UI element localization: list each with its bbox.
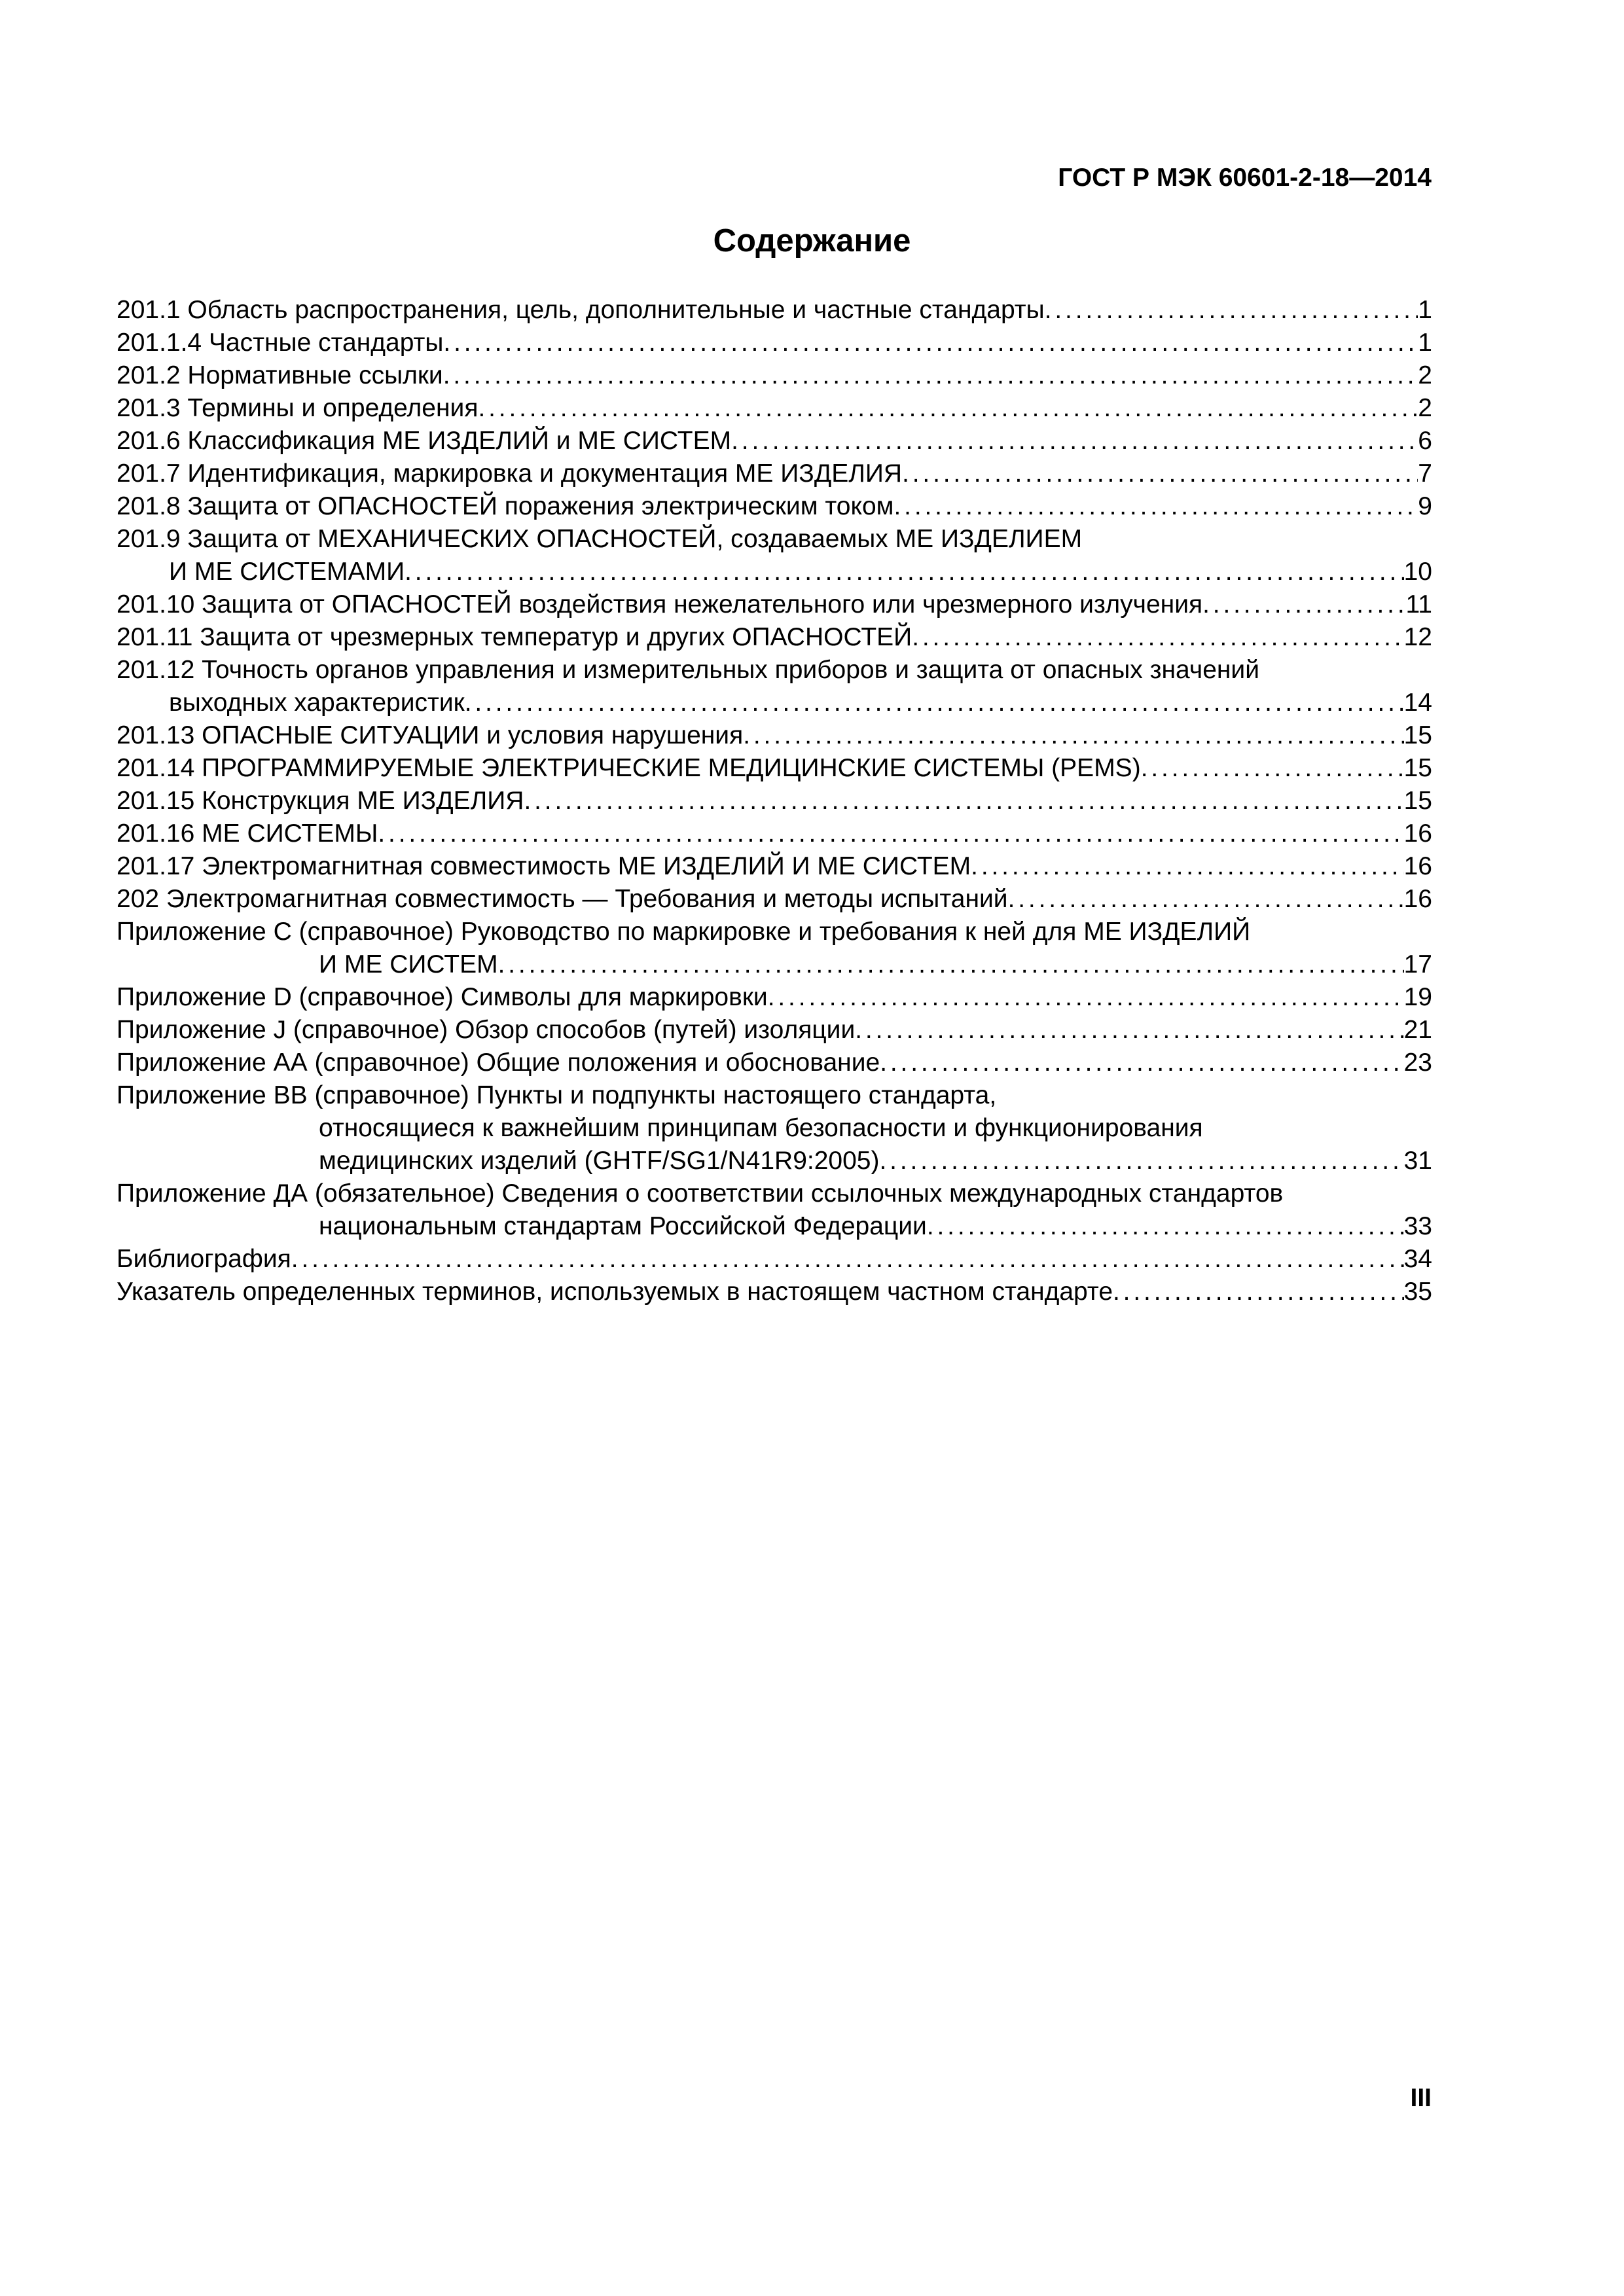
toc-entry-line [117,1014,1432,1047]
toc-entry-page: 17 [1403,950,1432,978]
dot-leader [1113,1276,1404,1308]
dot-leader [478,392,1418,425]
toc-entry [117,327,1432,359]
toc-entry-line: Приложение ДА (обязательное) Сведения о соответствии ссылочных международных стандартов [117,1179,1284,1208]
toc-entry-page: 16 [1403,885,1432,913]
toc-entry-line [117,687,1432,719]
toc-entry-text: 201.13 ОПАСНЫЕ СИТУАЦИИ и условия нарушения [117,721,744,749]
toc-entry-text: И МЕ СИСТЕМАМИ [169,558,405,586]
toc-entry-page: 33 [1403,1212,1432,1240]
toc-entry-line [117,981,1432,1014]
toc-entry-page: 15 [1403,721,1432,749]
toc-entry-text: 201.2 Нормативные ссылки [117,361,443,389]
document-code: ГОСТ Р МЭК 60601-2-18—2014 [1058,164,1432,192]
toc-entry-page: 1 [1418,296,1432,324]
toc-entry-line [117,1047,1432,1079]
toc-entry-line [117,621,1432,654]
toc-entry-line [117,719,1432,752]
toc-entry-page: 35 [1403,1278,1432,1306]
dot-leader [912,621,1403,654]
toc-entry-line: 201.9 Защита от МЕХАНИЧЕСКИХ ОПАСНОСТЕЙ, создаваемых МЕ ИЗДЕЛИЕМ [117,525,1083,553]
toc-entry-line [117,556,1432,588]
toc-entry-page: 15 [1403,787,1432,815]
toc-entry-line [117,588,1432,621]
toc-entry-text: 201.8 Защита от ОПАСНОСТЕЙ поражения электрическим током [117,492,894,520]
toc-entry-text: 201.16 МЕ СИСТЕМЫ [117,819,378,848]
toc-entry [117,883,1432,916]
toc-entry-page: 1 [1418,329,1432,357]
toc-entry-page: 9 [1418,492,1432,520]
dot-leader [971,850,1403,883]
toc-entry-text: 201.14 ПРОГРАММИРУЕМЫЕ ЭЛЕКТРИЧЕСКИЕ МЕДИЦИНСКИЕ СИСТЕМЫ (PEMS) [117,754,1141,782]
toc-entry-page: 14 [1403,689,1432,717]
toc-entry [117,588,1432,621]
toc-entry [117,425,1432,457]
toc-entry-text: 201.3 Термины и определения [117,394,478,422]
toc-entry [117,457,1432,490]
toc-entry-page: 2 [1418,361,1432,389]
toc-entry-text: Приложение D (справочное) Символы для маркировки [117,983,768,1011]
page-number: III [1410,2084,1432,2112]
toc-entry-text: И МЕ СИСТЕМ [319,950,498,978]
toc-entry [117,719,1432,752]
toc-entry-line [117,817,1432,850]
toc-entry [117,1243,1432,1276]
toc-entry [117,359,1432,392]
dot-leader [1202,588,1405,621]
toc-entry [117,1276,1432,1308]
toc-entry [117,392,1432,425]
toc-entry-page: 6 [1418,427,1432,455]
toc-entry-page: 16 [1403,852,1432,880]
toc-entry [117,785,1432,817]
toc-entry [117,1177,1432,1243]
toc-entry-page: 19 [1403,983,1432,1011]
toc-entry-text: медицинских изделий (GHTF/SG1/N41R9:2005) [319,1147,880,1175]
toc-entry-line [117,1276,1432,1308]
toc-entry-text: Приложение J (справочное) Обзор способов (путей) изоляции [117,1016,856,1044]
toc-entry-page: 21 [1403,1016,1432,1044]
dot-leader [1008,883,1404,916]
dot-leader [405,556,1403,588]
toc-entry-page: 7 [1418,459,1432,488]
toc-entry-page: 15 [1403,754,1432,782]
toc-entry-line [117,327,1432,359]
dot-leader [731,425,1418,457]
toc-entry-text: выходных характеристик [169,689,465,717]
toc-entry-text: Библиография [117,1245,291,1273]
toc-entry-text: национальным стандартам Российской Федерации [319,1212,927,1240]
toc-entry-line [117,948,1432,981]
toc-entry [117,1047,1432,1079]
toc-entry-text: 201.1.4 Частные стандарты [117,329,444,357]
dot-leader [1141,752,1404,785]
toc-entry-line: Приложение ВВ (справочное) Пункты и подпункты настоящего стандарта, [117,1081,997,1109]
toc-entry-text: 201.6 Классификация МЕ ИЗДЕЛИЙ и МЕ СИСТЕМ [117,427,732,455]
toc-entry-page: 34 [1403,1245,1432,1273]
toc-entry [117,654,1432,719]
toc-entry-page: 16 [1403,819,1432,848]
toc-entry [117,817,1432,850]
toc-entry-line [117,425,1432,457]
dot-leader [893,490,1418,523]
dot-leader [768,981,1404,1014]
dot-leader [902,457,1418,490]
toc-entry-text: 201.11 Защита от чрезмерных температур и других ОПАСНОСТЕЙ [117,623,912,651]
toc-entry [117,621,1432,654]
toc-entry [117,981,1432,1014]
dot-leader [855,1014,1403,1047]
toc-entry-line [117,752,1432,785]
toc-entry-text: 201.7 Идентификация, маркировка и документация МЕ ИЗДЕЛИЯ [117,459,903,488]
dot-leader [1045,294,1418,327]
toc-entry-line [117,1210,1432,1243]
toc-entry-text: 201.17 Электромагнитная совместимость МЕ ИЗДЕЛИЙ И МЕ СИСТЕМ [117,852,971,880]
dot-leader [443,359,1418,392]
dot-leader [378,817,1403,850]
toc-entry-line [117,883,1432,916]
toc-entry [117,1079,1432,1177]
toc-entry-page: 10 [1403,558,1432,586]
toc-entry [117,850,1432,883]
toc-entry-line: относящиеся к важнейшим принципам безопасности и функционирования [319,1114,1203,1142]
toc-entry-text: 202 Электромагнитная совместимость — Требования и методы испытаний [117,885,1008,913]
toc-entry-page: 12 [1403,623,1432,651]
dot-leader [443,327,1418,359]
toc-entry-line [117,392,1432,425]
toc-entry-text: Указатель определенных терминов, используемых в настоящем частном стандарте [117,1278,1113,1306]
toc-entry-line [117,785,1432,817]
toc-entry-page: 2 [1418,394,1432,422]
toc-entry [117,294,1432,327]
toc-entry-line: Приложение С (справочное) Руководство по маркировке и требования к ней для МЕ ИЗДЕЛИЙ [117,918,1251,946]
table-of-contents [117,294,1432,1308]
toc-entry [117,1014,1432,1047]
toc-entry-line: 201.12 Точность органов управления и измерительных приборов и защита от опасных значений [117,656,1259,684]
toc-entry-line [117,490,1432,523]
toc-entry-line [117,294,1432,327]
toc-entry-text: 201.10 Защита от ОПАСНОСТЕЙ воздействия нежелательного или чрезмерного излучения [117,590,1203,619]
toc-entry [117,523,1432,588]
toc-entry-text: Приложение АА (справочное) Общие положения и обоснование [117,1049,880,1077]
toc-title: Содержание [713,223,911,259]
toc-entry [117,752,1432,785]
dot-leader [880,1047,1403,1079]
toc-entry-line [117,1243,1432,1276]
toc-entry-page: 11 [1405,590,1432,619]
dot-leader [743,719,1403,752]
toc-entry-text: 201.1 Область распространения, цель, дополнительные и частные стандарты [117,296,1045,324]
dot-leader [498,948,1404,981]
dot-leader [879,1145,1403,1177]
dot-leader [465,687,1404,719]
toc-entry [117,916,1432,981]
dot-leader [927,1210,1404,1243]
toc-entry-line [117,457,1432,490]
toc-entry-page: 23 [1403,1049,1432,1077]
dot-leader [291,1243,1404,1276]
toc-entry-text: 201.15 Конструкция МЕ ИЗДЕЛИЯ [117,787,524,815]
dot-leader [524,785,1403,817]
toc-entry-line [117,850,1432,883]
toc-entry-line [117,1145,1432,1177]
toc-entry-line [117,359,1432,392]
toc-entry [117,490,1432,523]
toc-entry-page: 31 [1403,1147,1432,1175]
